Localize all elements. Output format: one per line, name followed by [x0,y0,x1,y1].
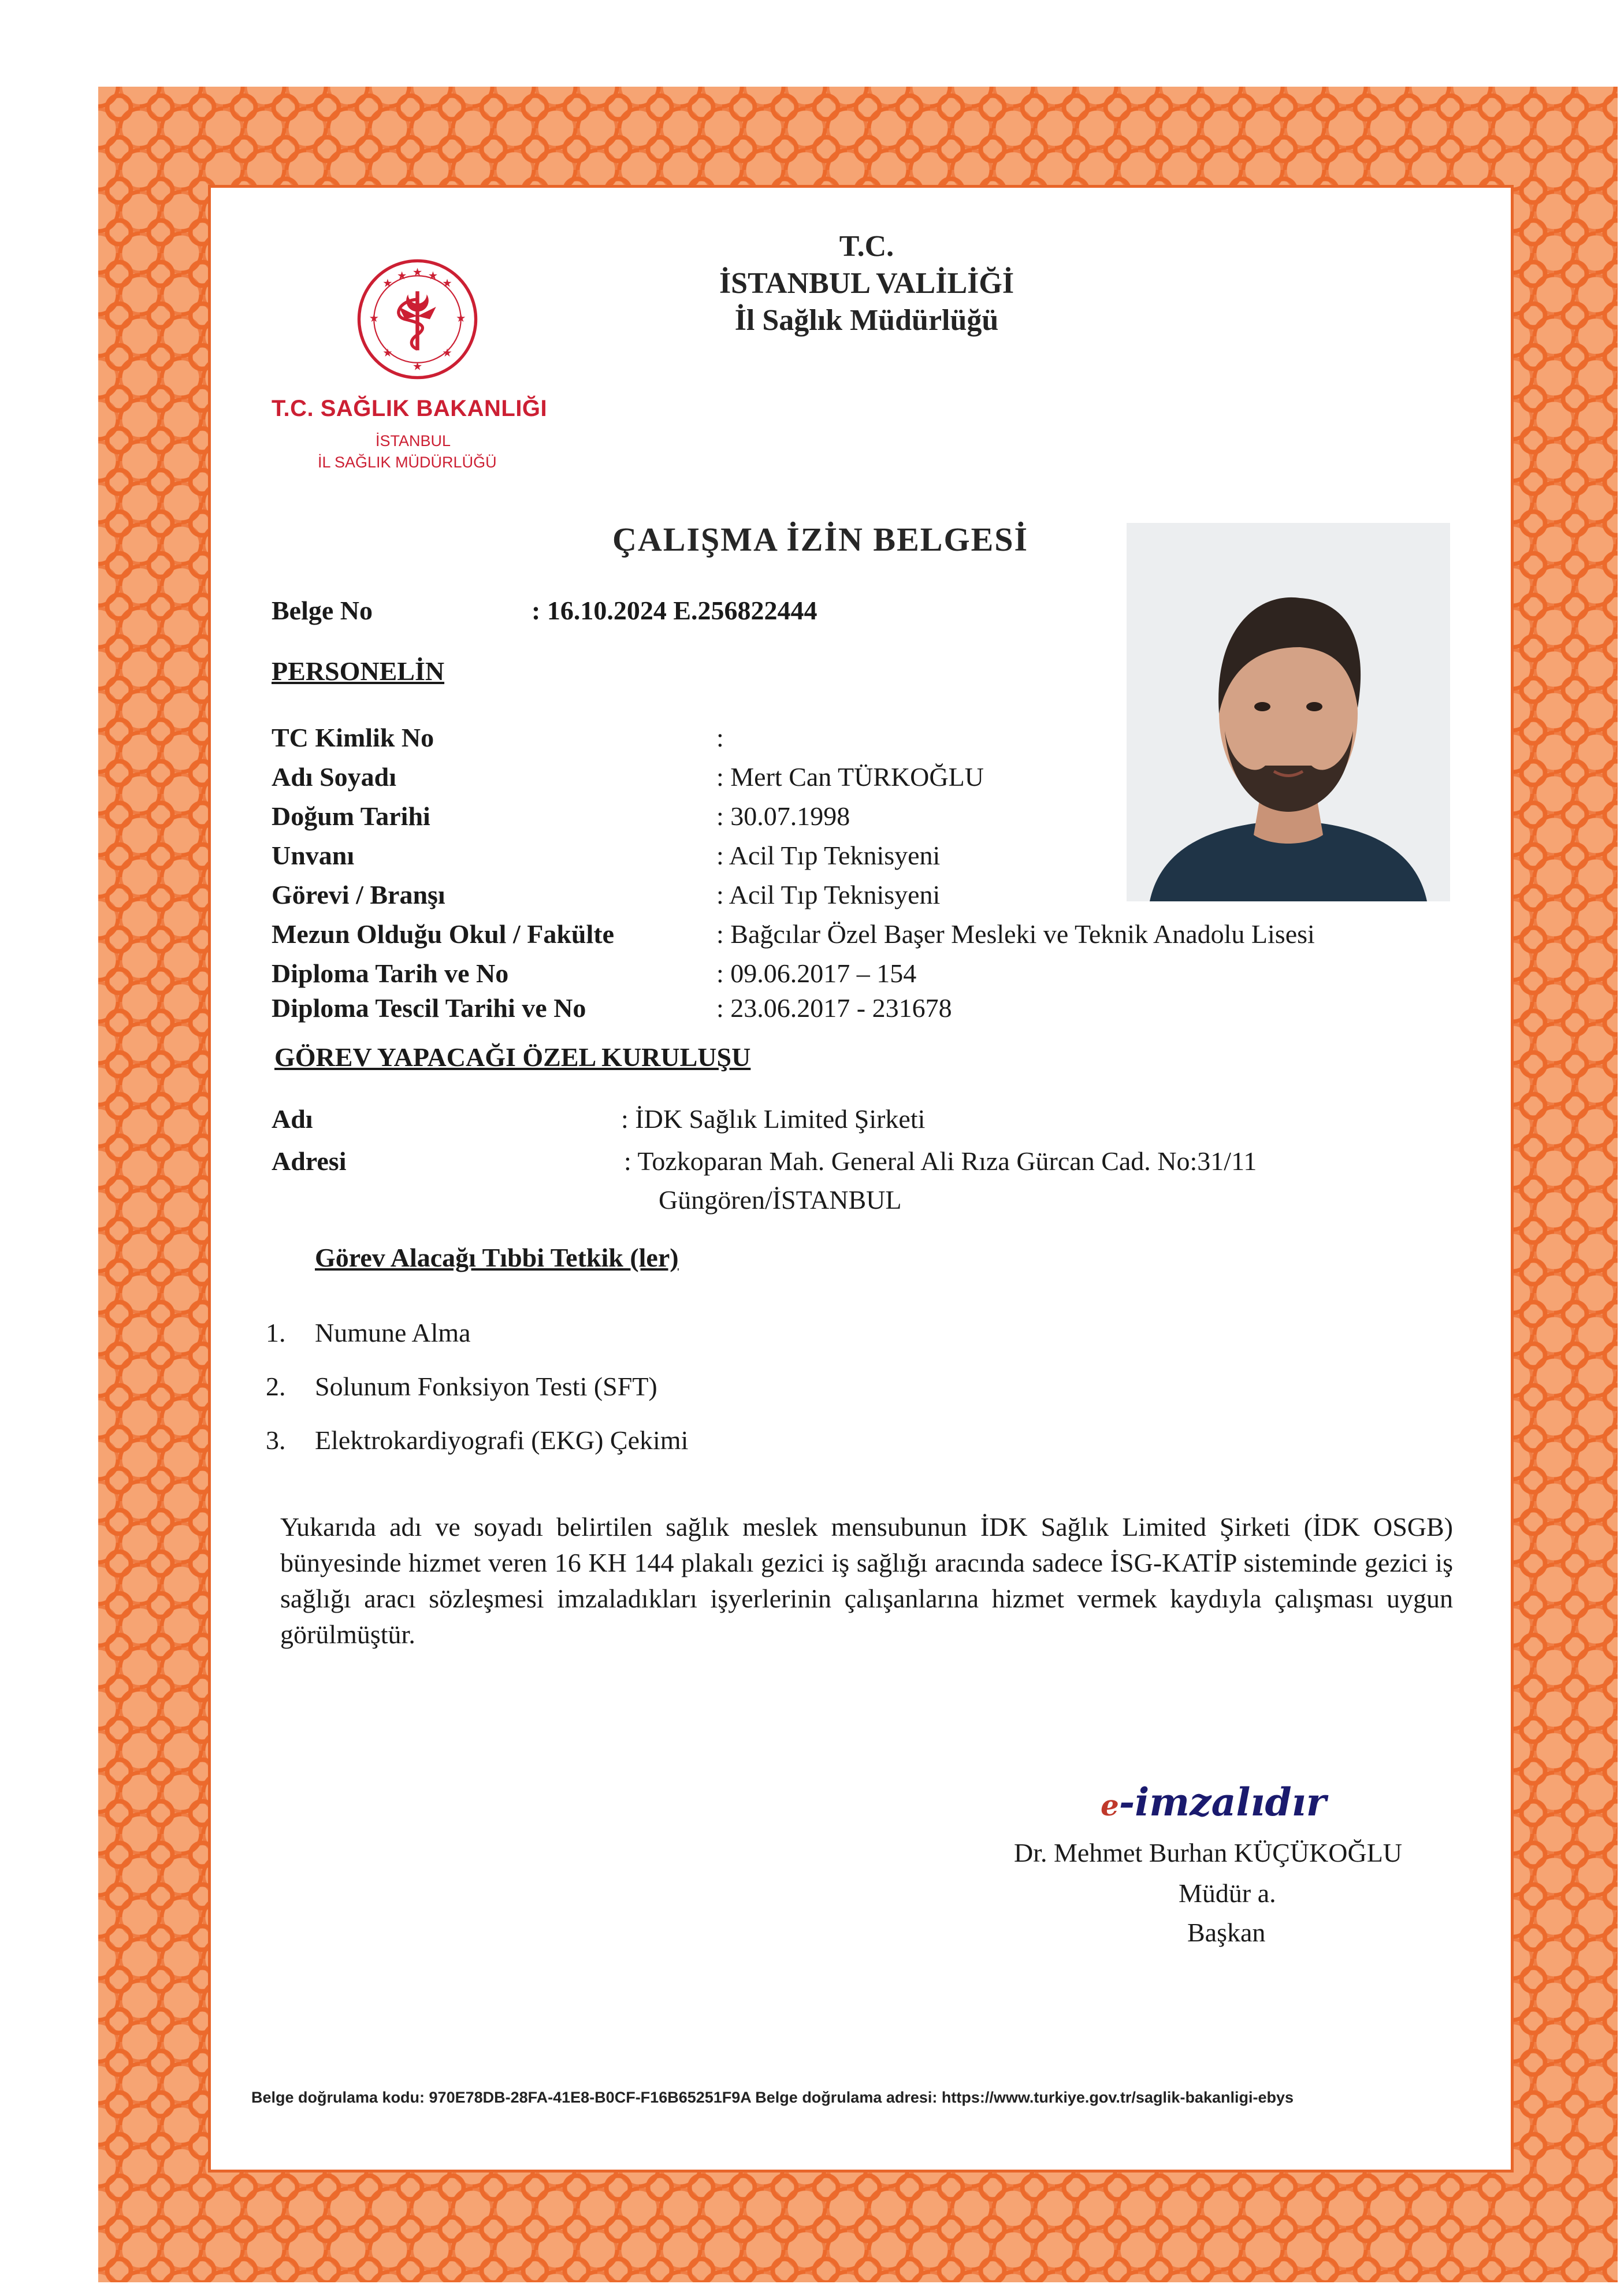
kurulus-address-line2: Güngören/İSTANBUL [659,1185,902,1215]
field-label: Diploma Tescil Tarihi ve No [272,993,586,1023]
svg-text:★: ★ [456,311,466,325]
header-line-1: T.C. [839,230,894,263]
field-label: Doğum Tarihi [272,801,430,831]
svg-text:★: ★ [412,265,423,279]
field-label: Adı Soyadı [272,762,397,792]
kurulus-name-value: : İDK Sağlık Limited Şirketi [621,1104,926,1134]
field-label: TC Kimlik No [272,723,434,752]
svg-text:★: ★ [396,269,407,283]
field-value: : 23.06.2017 - 231678 [716,993,952,1023]
header-line-3: İl Sağlık Müdürlüğü [734,304,999,337]
ministry-logo-text [272,396,572,471]
belge-no-label: Belge No [272,596,373,625]
document-title: ÇALIŞMA İZİN BELGESİ [612,521,1029,558]
list-item: Numune Alma [315,1318,471,1347]
approval-paragraph: Yukarıda adı ve soyadı belirtilen sağlık meslek mensubunun İDK Sağlık Limited Şirketi (İDK OSGB) bünyesinde hizmet veren 16 KH 144 plakalı gezici iş sağlığı aracında sadece İSG-KATİP sisteminde gezici iş sağlığı aracı sözleşmesi imzaladıkları işyerlerinin çalışanlarına hizmet vermek kaydıyla çalışması uygun görülmüştür. [280,1512,1453,1649]
belge-no-value: : 16.10.2024 E.256822444 [532,596,817,625]
kurulus-address-line1: : Tozkoparan Mah. General Ali Rıza Gürcan Cad. No:31/11 [624,1146,1257,1176]
e-signature-mark [1101,1780,1326,1825]
list-item-number: 1. [266,1318,286,1347]
field-value: : Acil Tıp Teknisyeni [716,841,941,870]
signatory-name: Dr. Mehmet Burhan KÜÇÜKOĞLU [1014,1838,1403,1867]
field-value: : Bağcılar Özel Başer Mesleki ve Teknik Anadolu Lisesi [716,919,1315,949]
field-value: : [716,723,724,752]
svg-text:★: ★ [428,269,438,283]
logo-city: İSTANBUL [376,432,451,450]
logo-directorate: İL SAĞLIK MÜDÜRLÜĞÜ [318,454,497,471]
field-value: : 09.06.2017 – 154 [716,959,917,988]
list-item-number: 3. [266,1425,286,1455]
svg-text:★: ★ [442,276,452,290]
personnel-photo [1127,523,1450,901]
svg-text:★: ★ [442,346,452,359]
header-line-2: İSTANBUL VALİLİĞİ [719,267,1014,300]
e-signature-icon: e [1101,1788,1119,1822]
svg-text:★: ★ [382,346,393,359]
signatory-title: Başkan [1187,1918,1266,1947]
logo-title: T.C. SAĞLIK BAKANLIĞI [272,396,548,421]
kurulus-heading: GÖREV YAPACAĞI ÖZEL KURULUŞU [274,1042,751,1072]
svg-text:★: ★ [369,311,379,325]
field-label: Mezun Olduğu Okul / Fakülte [272,919,615,949]
field-value: : Acil Tıp Teknisyeni [716,880,941,909]
svg-text:★: ★ [382,276,393,290]
field-label: Görevi / Branşı [272,880,445,909]
list-item: Solunum Fonksiyon Testi (SFT) [315,1372,657,1401]
list-item-number: 2. [266,1372,286,1401]
kurulus-name-label: Adı [272,1104,313,1134]
list-item: Elektrokardiyografi (EKG) Çekimi [315,1425,689,1455]
ministry-seal-icon [355,257,480,381]
issuer-header [607,228,1127,339]
field-value: : 30.07.1998 [716,801,850,831]
kurulus-address-label: Adresi [272,1146,347,1176]
signatory-role: Müdür a. [1179,1878,1276,1908]
field-label: Diploma Tarih ve No [272,959,509,988]
signature-script-text: -imzalıdır [1118,1780,1326,1825]
verification-footer: Belge doğrulama kodu: 970E78DB-28FA-41E8-B0CF-F16B65251F9A Belge doğrulama adresi: https://www.turkiye.gov.tr/saglik-bakanligi-ebys [251,2089,1294,2106]
field-label: Unvanı [272,841,355,870]
field-value: : Mert Can TÜRKOĞLU [716,762,984,792]
svg-text:★: ★ [412,359,423,373]
tetkik-heading: Görev Alacağı Tıbbi Tetkik (ler) [315,1243,679,1272]
personel-heading: PERSONELİN [272,656,445,686]
